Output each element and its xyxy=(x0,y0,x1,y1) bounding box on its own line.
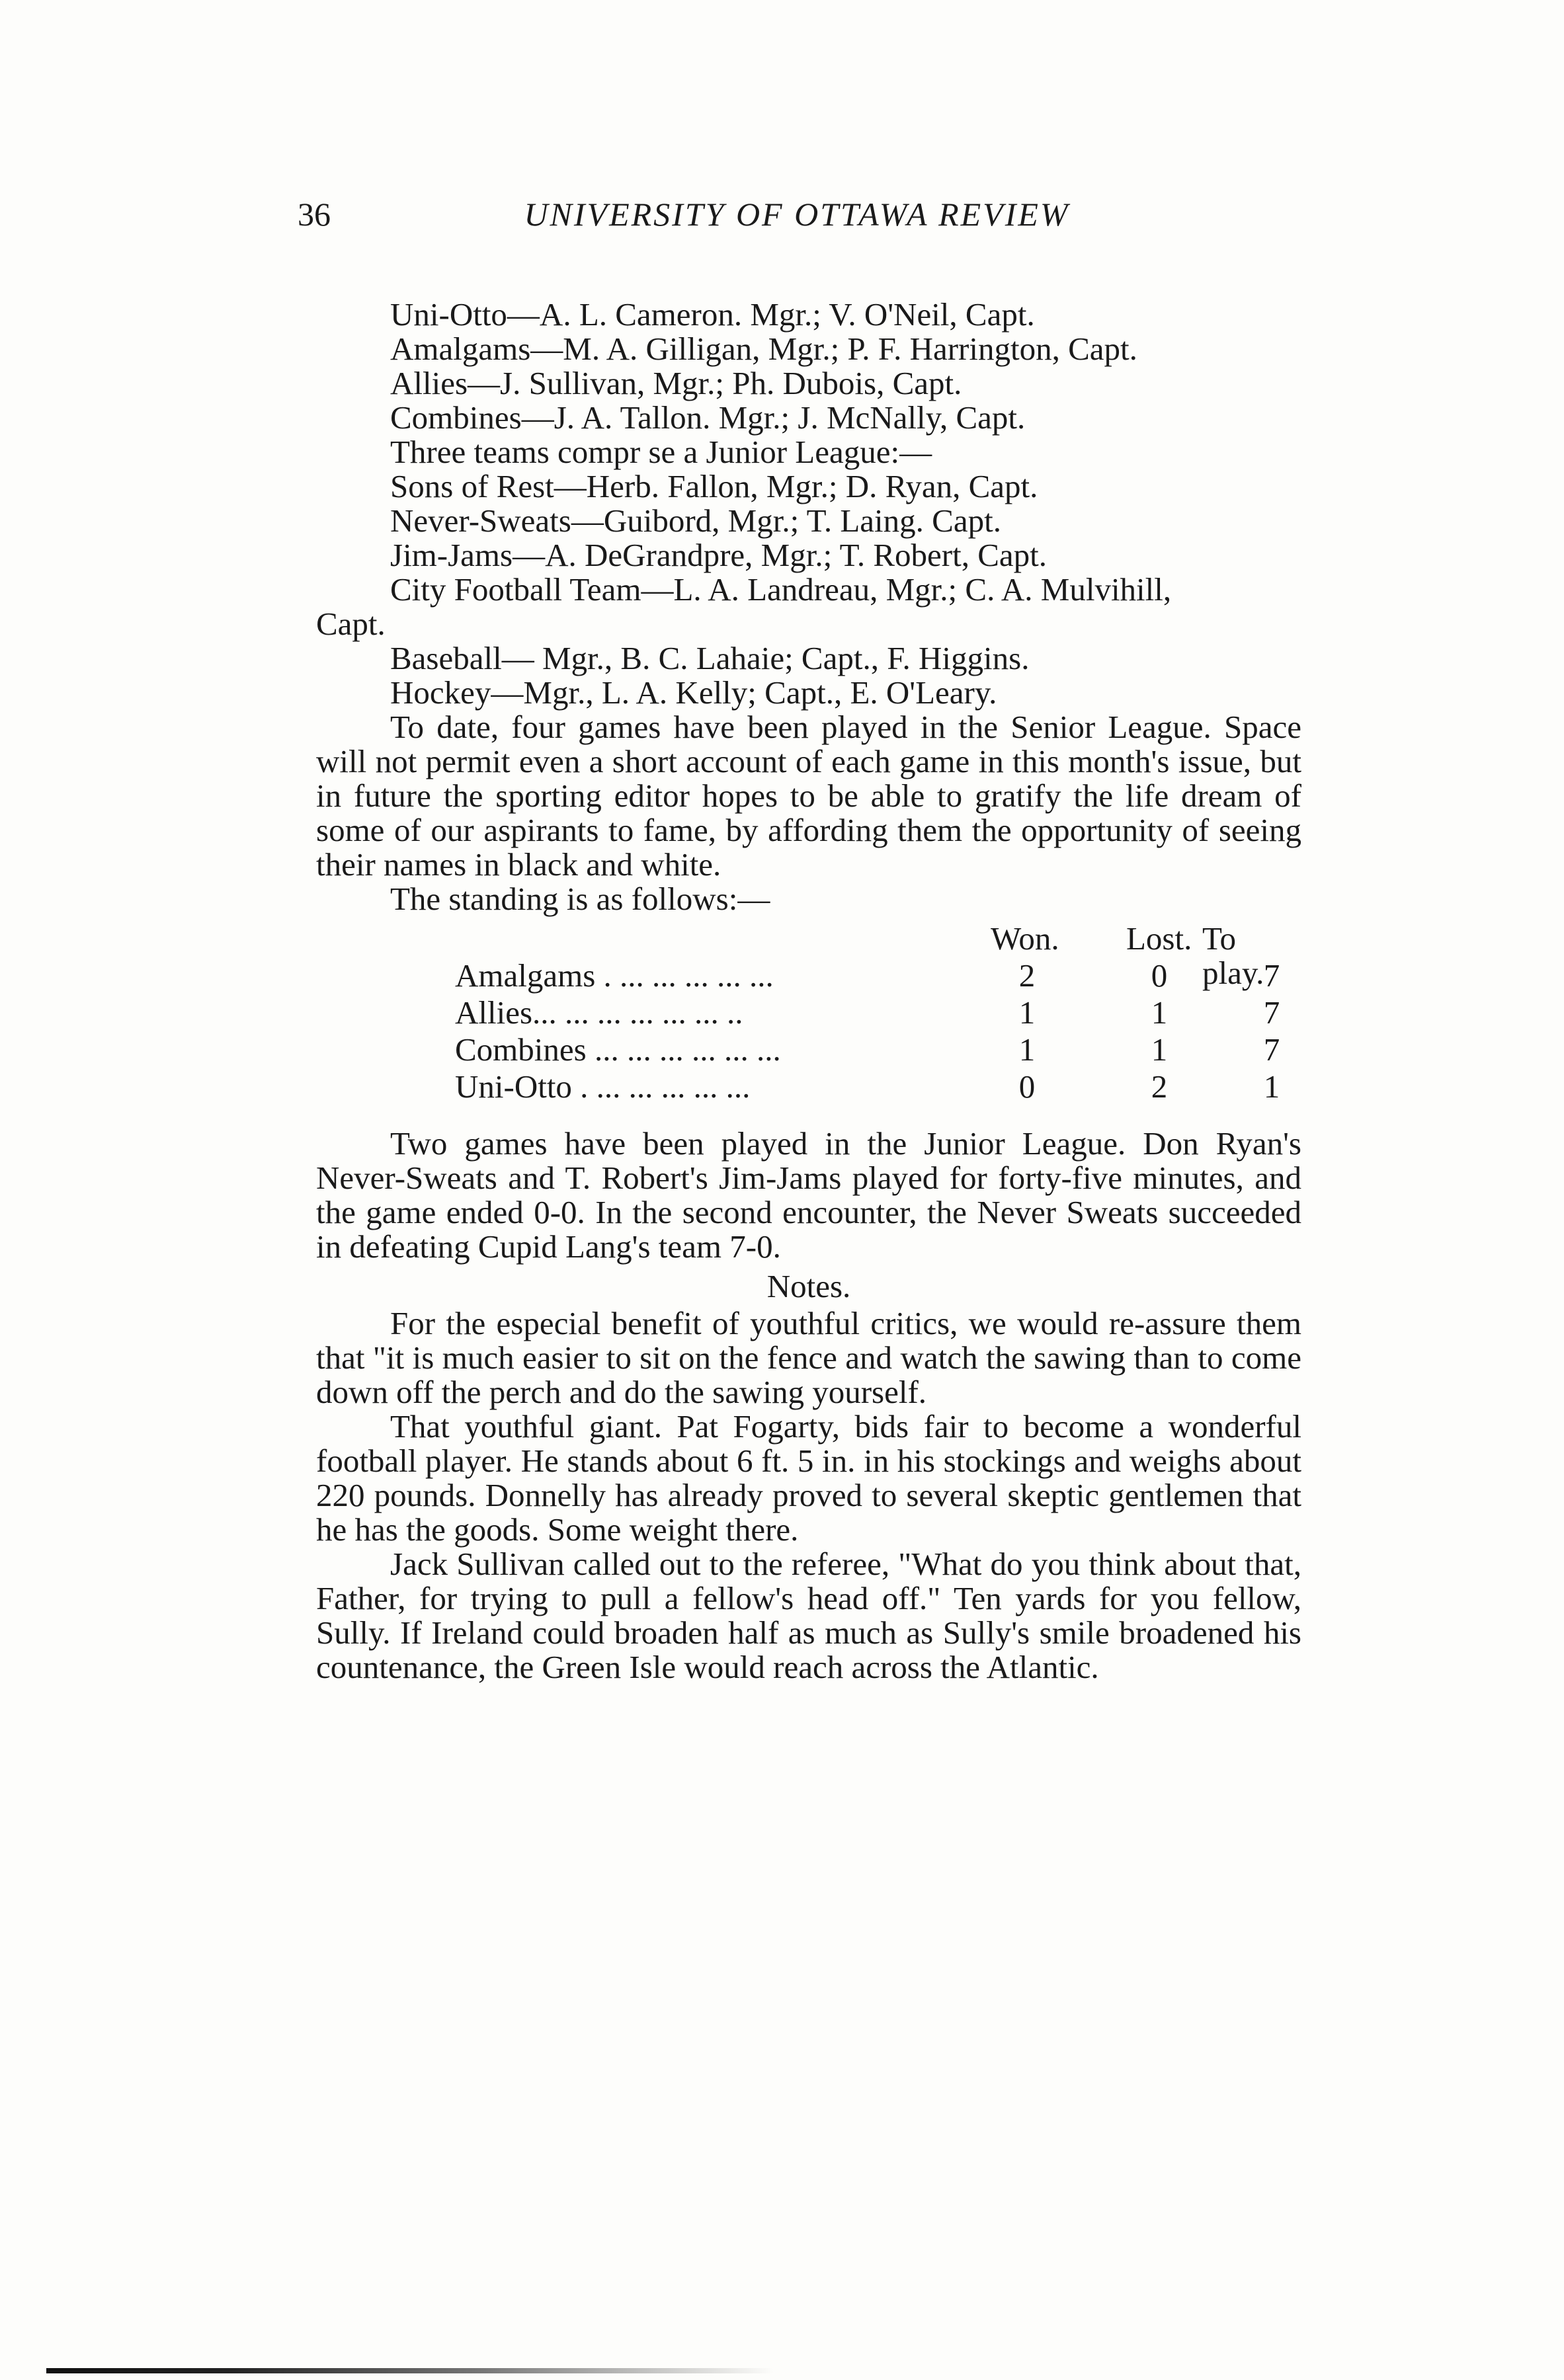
standings-table xyxy=(316,922,1301,1120)
junior-league-paragraph: Two games have been played in the Junior League. Don Ryan's Never-Sweats and T. Robert's Jim-Jams played for forty-five minutes, and the game ended 0-0. In the second encounter, the Never Sweats succeeded in defeating Cupid Lang's team 7-0. xyxy=(316,1125,1301,1265)
lost-cell: 2 xyxy=(1151,1068,1168,1105)
to-play-cell: 7 xyxy=(1263,957,1280,994)
city-team-line: City Football Team—L. A. Landreau, Mgr.; C. A. Mulvihill, xyxy=(390,571,1172,608)
team-name: Uni-Otto . ... ... ... ... ... xyxy=(455,1068,751,1105)
lost-cell: 1 xyxy=(1151,994,1168,1031)
table-row xyxy=(316,1033,1301,1070)
team-line: Never-Sweats—Guibord, Mgr.; T. Laing. Capt. xyxy=(390,502,1001,539)
table-row xyxy=(316,996,1301,1033)
lost-cell: 0 xyxy=(1151,957,1168,994)
note-paragraph: That youthful giant. Pat Fogarty, bids fair to become a wonderful football player. He stands about 6 ft. 5 in. in his stockings and weighs about 220 pounds. Donnelly has already proved to several skeptic gentlemen that he has the goods. Some weight there. xyxy=(316,1408,1301,1548)
col-header-won: Won. xyxy=(991,920,1059,957)
to-play-cell: 7 xyxy=(1263,1031,1280,1068)
team-line: Uni-Otto—A. L. Cameron. Mgr.; V. O'Neil, Capt. xyxy=(390,296,1035,333)
team-line: Amalgams—M. A. Gilligan, Mgr.; P. F. Harrington, Capt. xyxy=(390,331,1137,367)
team-name: Allies... ... ... ... ... ... .. xyxy=(455,994,743,1031)
team-name: Combines ... ... ... ... ... ... xyxy=(455,1031,781,1068)
table-row xyxy=(316,959,1301,996)
team-name: Amalgams . ... ... ... ... ... xyxy=(455,957,774,994)
note-paragraph: Jack Sullivan called out to the referee, "What do you think about that, Father, for trying to pull a fellow's head off." Ten yards for you fellow, Sully. If Ireland could broaden half as much as Sully's smile broadened his countenance, the Green Isle would reach across the Atlantic. xyxy=(316,1546,1301,1685)
running-title: UNIVERSITY OF OTTAWA REVIEW xyxy=(524,196,1070,233)
page-header xyxy=(298,195,1296,241)
junior-league-intro: Three teams compr se a Junior League:— xyxy=(390,434,932,470)
page-body xyxy=(316,298,1301,1685)
won-cell: 1 xyxy=(1018,994,1036,1031)
col-header-to-play: To play. xyxy=(1202,920,1264,991)
city-team-capt: Capt. xyxy=(316,606,386,642)
table-row xyxy=(316,1070,1301,1107)
team-line: Jim-Jams—A. DeGrandpre, Mgr.; T. Robert, Capt. xyxy=(390,537,1048,573)
hockey-line: Hockey—Mgr., L. A. Kelly; Capt., E. O'Leary. xyxy=(390,674,997,711)
senior-league-paragraph: To date, four games have been played in the Senior League. Space will not permit even a short account of each game in this month's issue, but in future the sporting editor hopes to be able to gratify the life dream of some of our aspirants to fame, by affording them the opportunity of seeing their names in black and white. xyxy=(316,709,1301,883)
page-number: 36 xyxy=(298,196,331,233)
team-line: Sons of Rest—Herb. Fallon, Mgr.; D. Ryan, Capt. xyxy=(390,468,1038,504)
team-line: Allies—J. Sullivan, Mgr.; Ph. Dubois, Capt. xyxy=(390,365,962,401)
won-cell: 0 xyxy=(1018,1068,1036,1105)
lost-cell: 1 xyxy=(1151,1031,1168,1068)
note-paragraph: For the especial benefit of youthful critics, we would re-assure them that "it is much easier to sit on the fence and watch the sawing than to come down off the perch and do the sawing yourself. xyxy=(316,1305,1301,1410)
col-header-lost: Lost. xyxy=(1126,920,1192,957)
notes-heading: Notes. xyxy=(766,1268,851,1304)
baseball-line: Baseball— Mgr., B. C. Lahaie; Capt., F. Higgins. xyxy=(390,640,1030,676)
team-line: Combines—J. A. Tallon. Mgr.; J. McNally, Capt. xyxy=(390,399,1026,436)
to-play-cell: 1 xyxy=(1263,1068,1280,1105)
to-play-cell: 7 xyxy=(1263,994,1280,1031)
won-cell: 1 xyxy=(1018,1031,1036,1068)
scan-edge-rule xyxy=(46,2368,774,2373)
standing-intro: The standing is as follows:— xyxy=(390,881,770,917)
won-cell: 2 xyxy=(1018,957,1036,994)
